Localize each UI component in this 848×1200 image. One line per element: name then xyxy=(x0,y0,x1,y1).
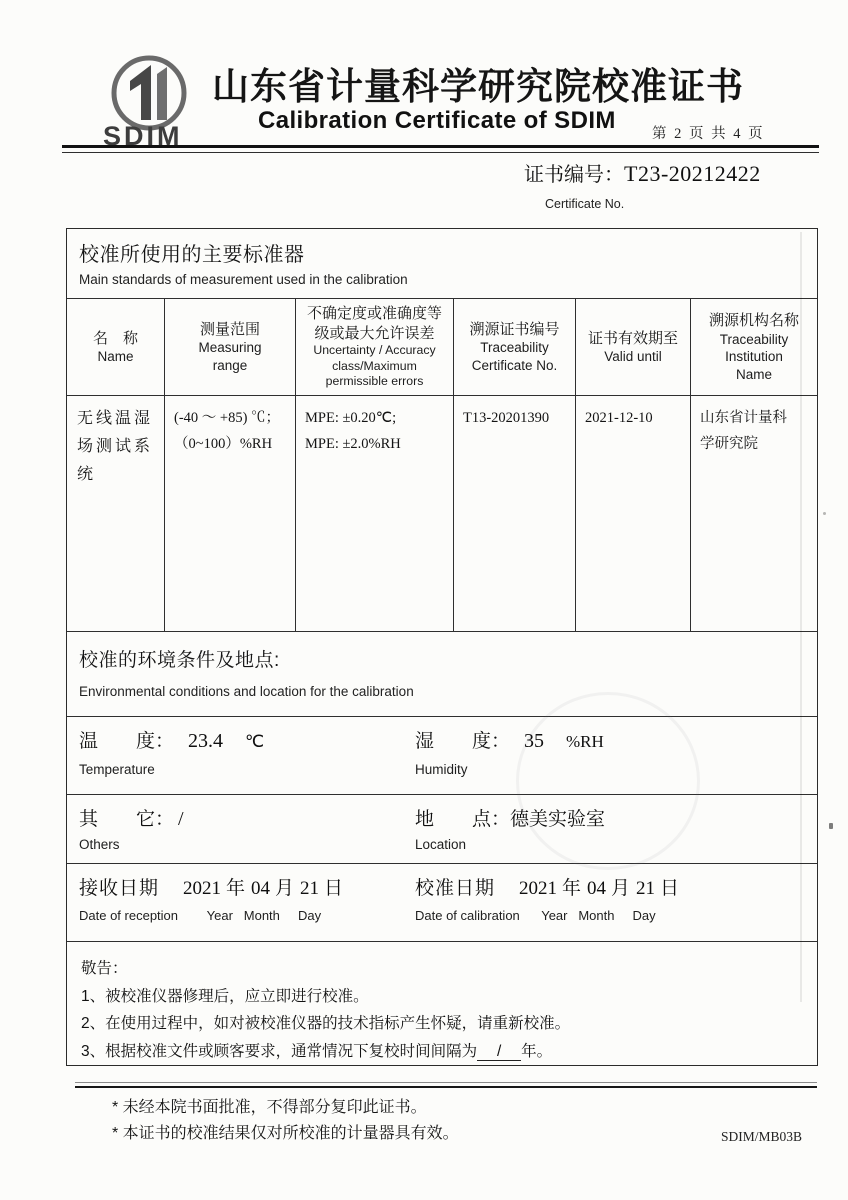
column-header-uncertainty-cn1: 不确定度或准确度等 xyxy=(306,305,442,323)
footer-note-1: * 未经本院书面批准，不得部分复印此证书。 xyxy=(112,1099,427,1116)
reception-year: 2021 xyxy=(183,878,222,899)
reception-month-unit: 月 xyxy=(275,878,295,899)
column-header-uncertainty-cn2: 级或最大允许误差 xyxy=(314,324,435,342)
standards-table-header-row xyxy=(67,298,817,395)
institution-cell xyxy=(690,396,817,631)
reception-date-field xyxy=(79,873,349,923)
measuring-range-cell xyxy=(164,396,295,631)
environment-title-cn: 校准的环境条件及地点: xyxy=(79,650,280,671)
page-number-info: 第 2 页 共 4 页 xyxy=(652,126,765,142)
calibration-date-label-cn: 校准日期 xyxy=(415,878,496,899)
standards-title-cn: 校准所使用的主要标准器 xyxy=(79,244,305,266)
column-header-uncertainty-en3: permissible errors xyxy=(325,374,424,389)
notice-item-2: 2、在使用过程中，如对被校准仪器的技术指标产生怀疑，请重新校准。 xyxy=(81,1015,571,1032)
reception-month: 04 xyxy=(251,878,271,899)
temperature-label-en: Temperature xyxy=(79,762,155,777)
notice-item-3 xyxy=(81,1038,801,1066)
measuring-range-line2: （0~100）%RH xyxy=(174,436,273,452)
footer-divider-rule xyxy=(75,1082,817,1088)
column-header-name xyxy=(67,299,164,395)
measuring-range-line1: (-40 ～ +85) ℃； xyxy=(174,410,281,426)
standards-table-data-row xyxy=(67,395,817,631)
column-header-valid-until-en: Valid until xyxy=(604,349,662,364)
column-header-institution-en3: Name xyxy=(735,366,772,382)
footer-note-2: * 本证书的校准结果仅对所校准的计量器具有效。 xyxy=(112,1125,459,1142)
humidity-label-en: Humidity xyxy=(415,762,468,777)
sdim-logo-icon xyxy=(96,50,216,150)
notice-item-3-suffix: 年。 xyxy=(521,1042,553,1060)
standard-name-line3: 统 xyxy=(77,466,97,483)
scan-artifact-line xyxy=(800,232,802,1002)
trace-cert-no-cell xyxy=(453,396,575,631)
others-field xyxy=(79,804,184,852)
humidity-value: 35 xyxy=(524,730,545,752)
institution-line2: 学研究院 xyxy=(700,436,758,452)
others-value: / xyxy=(178,808,184,830)
certificate-form xyxy=(66,228,818,1066)
column-header-uncertainty xyxy=(295,299,453,395)
column-header-institution-en1: Traceability xyxy=(719,331,789,347)
form-code: SDIM/MB03B xyxy=(720,1129,802,1144)
certificate-number-label-cn: 证书编号： xyxy=(524,164,624,186)
environment-title-en: Environmental conditions and location for the calibration xyxy=(79,684,414,699)
temperature-value: 23.4 xyxy=(188,730,224,752)
standard-name-line1: 无线温湿 xyxy=(77,410,154,427)
notice-item-3-blank: / xyxy=(477,1043,521,1061)
scan-speck xyxy=(829,823,833,829)
calibration-month: 04 xyxy=(587,878,607,899)
column-header-valid-until xyxy=(575,299,690,395)
column-header-range-cn: 测量范围 xyxy=(199,320,260,338)
others-location-row xyxy=(67,794,817,863)
notice-item-3-prefix: 3、根据校准文件或顾客要求，通常情况下复校时间间隔为 xyxy=(81,1042,478,1060)
calibration-day-unit: 日 xyxy=(660,878,680,899)
column-header-institution xyxy=(690,299,817,395)
humidity-label-cn: 湿 度： xyxy=(415,731,511,752)
mpe-line2: MPE: ±2.0%RH xyxy=(305,436,401,452)
notice-section xyxy=(67,941,817,1065)
temperature-unit: ℃ xyxy=(245,732,265,751)
standard-name-cell xyxy=(67,396,164,631)
certificate-number-label-en: Certificate No. xyxy=(545,197,625,211)
standards-title-en: Main standards of measurement used in the calibration xyxy=(79,272,408,287)
trace-cert-no-value: T13-20201390 xyxy=(463,410,550,426)
environment-section-header xyxy=(67,631,817,716)
reception-date-label-cn: 接收日期 xyxy=(79,878,160,899)
column-header-valid-until-cn: 证书有效期至 xyxy=(587,329,678,347)
temp-humidity-row xyxy=(67,716,817,794)
column-header-trace-cert-en1: Traceability xyxy=(480,340,549,356)
reception-date-label-en: Date of reception Year Month Day xyxy=(79,908,322,923)
scan-speck xyxy=(823,512,826,515)
column-header-trace-cert xyxy=(453,299,575,395)
calibration-date-label-en: Date of calibration Year Month Day xyxy=(415,908,656,923)
column-header-range-en2: range xyxy=(212,357,248,373)
column-header-trace-cert-cn: 溯源证书编号 xyxy=(469,320,560,338)
column-header-range xyxy=(164,299,295,395)
location-value: 德美实验室 xyxy=(510,809,606,830)
notice-title: 敬告： xyxy=(81,960,128,977)
institution-line1: 山东省计量科 xyxy=(700,410,787,426)
location-label-cn: 地 点： xyxy=(415,809,511,830)
logo-text: SDIM xyxy=(103,121,183,150)
column-header-trace-cert-en2: Certificate No. xyxy=(471,357,558,373)
valid-until-value: 2021-12-10 xyxy=(585,410,653,426)
certificate-title-cn: 山东省计量科学研究院校准证书 xyxy=(212,67,744,108)
column-header-name-cn: 名 称 xyxy=(92,329,138,347)
standard-name-line2: 场测试系 xyxy=(77,438,154,455)
calibration-year-unit: 年 xyxy=(562,878,582,899)
calibration-day: 21 xyxy=(636,878,656,899)
others-label-en: Others xyxy=(79,837,120,852)
valid-until-cell xyxy=(575,396,690,631)
temperature-label-cn: 温 度： xyxy=(79,731,175,752)
reception-day: 21 xyxy=(300,878,320,899)
others-label-cn: 其 它： xyxy=(79,809,175,830)
certificate-number-line xyxy=(524,158,761,187)
notice-item-1: 1、被校准仪器修理后，应立即进行校准。 xyxy=(81,987,369,1005)
column-header-institution-en2: Institution xyxy=(725,349,783,364)
column-header-institution-cn: 溯源机构名称 xyxy=(708,312,799,329)
calibration-month-unit: 月 xyxy=(611,878,631,899)
dates-row xyxy=(67,863,817,941)
location-label-en: Location xyxy=(415,837,467,852)
column-header-range-en1: Measuring xyxy=(198,340,262,356)
temperature-field xyxy=(79,726,264,777)
header-divider-rule xyxy=(62,145,819,153)
column-header-name-en: Name xyxy=(97,349,134,364)
mpe-cell xyxy=(295,396,453,631)
standards-section-header xyxy=(67,229,817,298)
certificate-title-en: Calibration Certificate of SDIM xyxy=(258,107,616,134)
calibration-year: 2021 xyxy=(519,878,558,899)
faint-stamp-ghost xyxy=(516,692,700,870)
humidity-unit: %RH xyxy=(566,732,604,751)
certificate-number-value: T23-20212422 xyxy=(624,161,761,186)
calibration-date-field xyxy=(415,873,685,923)
reception-year-unit: 年 xyxy=(226,878,246,899)
mpe-line1: MPE: ±0.20℃; xyxy=(305,410,397,426)
column-header-uncertainty-en1: Uncertainty / Accuracy xyxy=(313,343,436,358)
reception-day-unit: 日 xyxy=(324,878,344,899)
column-header-uncertainty-en2: class/Maximum xyxy=(332,358,417,373)
